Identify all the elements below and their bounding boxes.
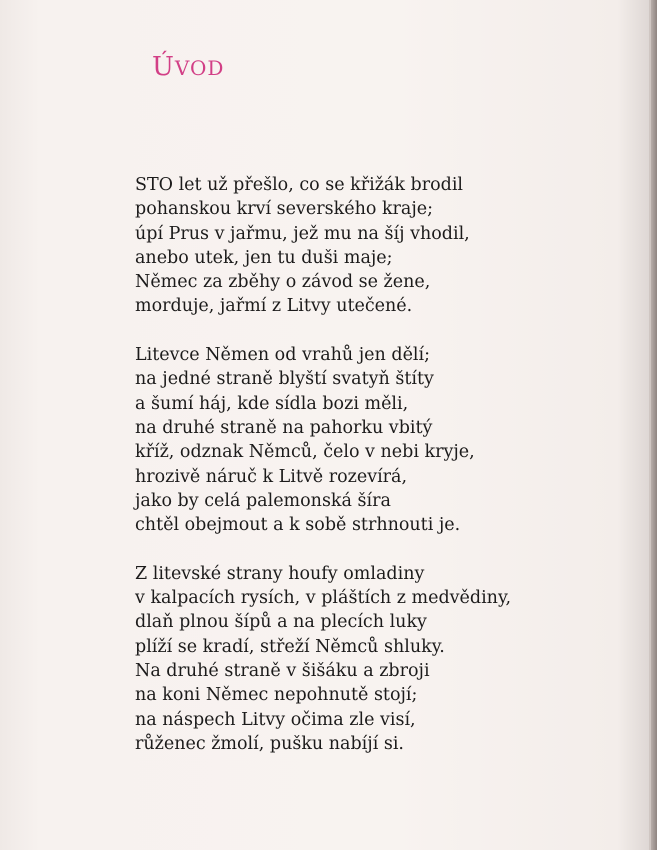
poem-line: Němec za zběhy o závod se žene, [135,272,431,293]
poem-line: dlaň plnou šípů a na plecích luky [135,612,427,633]
poem-line: na náspech Litvy očima zle visí, [135,709,416,730]
stanza-3 [135,562,511,756]
poem-body [135,173,511,756]
poem-line: hrozivě náruč k Litvě rozevírá, [135,466,408,487]
poem-line: v kalpacích rysích, v pláštích z medvědiny, [135,588,512,609]
poem-line: úpí Prus v jařmu, jež mu na šíj vhodil, [135,223,470,244]
poem-line: STO let už přešlo, co se křižák brodil [135,175,464,195]
poem-line: jako by celá palemonská šíra [135,490,391,511]
poem-line: plíží se kradí, střeží Němců shluky. [135,636,445,657]
poem-line: na jedné straně blyští svatyň štíty [135,369,434,390]
stanza-2 [135,343,511,537]
poem-line: Z litevské strany houfy omladiny [135,563,425,584]
poem-line: Na druhé straně v šišáku a zbroji [135,660,430,681]
poem-line: anebo utek, jen tu duši maje; [135,247,393,268]
poem-line: pohanskou krví severského kraje; [135,199,434,220]
poem-line: chtěl obejmout a k sobě strhnouti je. [135,515,461,536]
poem-line: Litevce Němen od vrahů jen dělí; [135,345,431,366]
chapter-title-initial: Ú [152,52,175,82]
page-edge-shadow [651,0,657,850]
chapter-title-rest: VOD [174,56,225,80]
stanza-1 [135,173,511,319]
poem-line: na koni Němec nepohnutě stojí; [135,685,418,706]
poem-line: kříž, odznak Němců, čelo v nebi kryje, [135,442,475,463]
chapter-title [152,52,224,82]
poem-line: a šumí háj, kde sídla bozi měli, [135,393,409,414]
poem-line: morduje, jařmí z Litvy utečené. [135,296,413,317]
poem-line: na druhé straně na pahorku vbitý [135,417,433,438]
poem-line: růženec žmolí, pušku nabíjí si. [135,733,404,754]
